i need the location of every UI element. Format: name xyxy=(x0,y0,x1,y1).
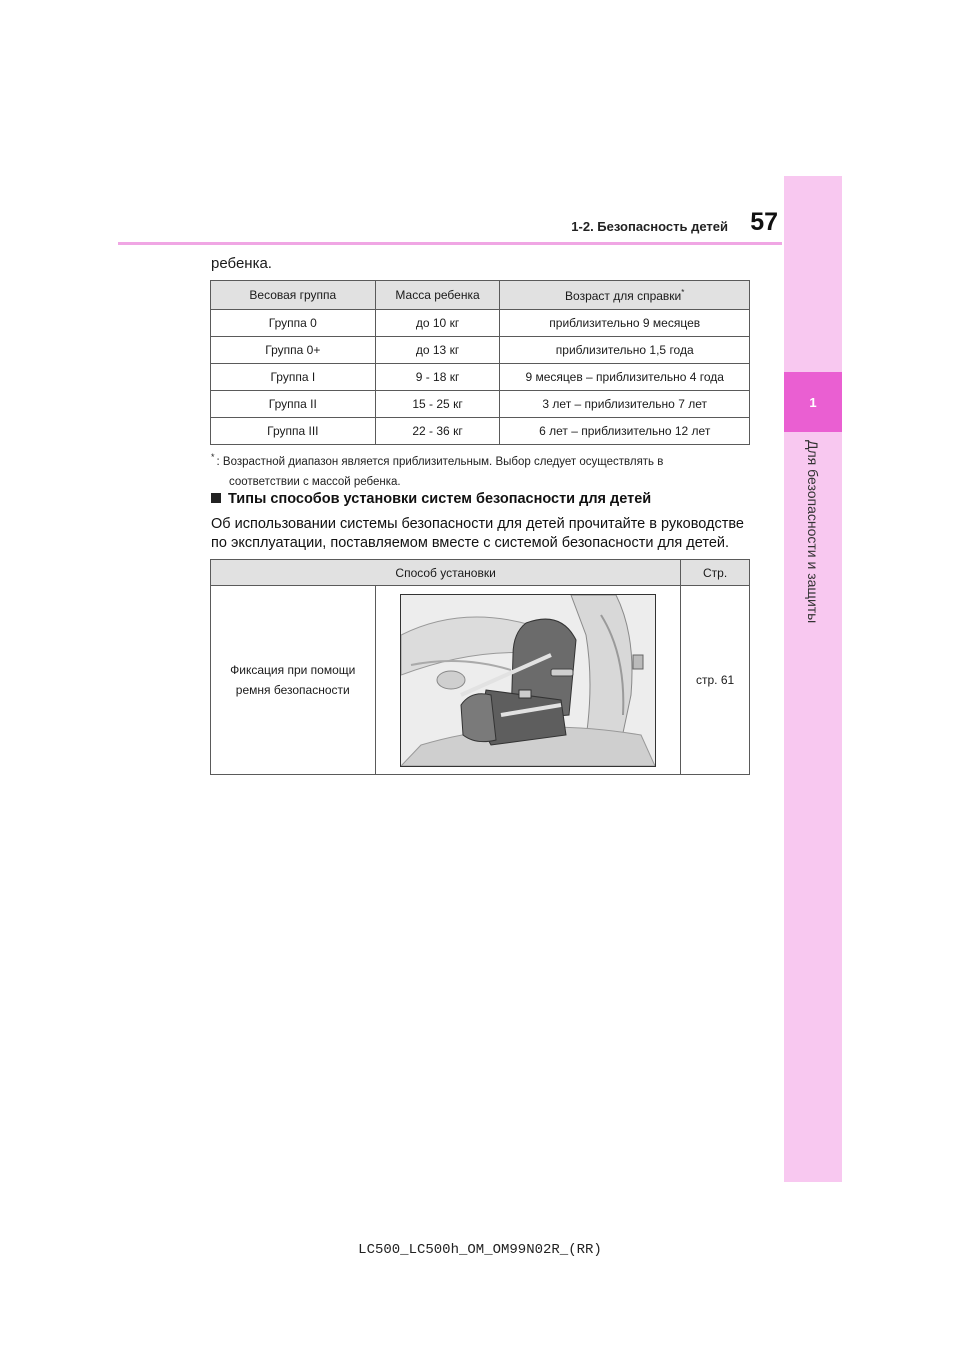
cell-mass: до 13 кг xyxy=(375,337,500,364)
table-header-row xyxy=(211,281,750,310)
table-row xyxy=(211,391,750,418)
table-row xyxy=(211,418,750,445)
chapter-label-text: Для безопасности и защиты xyxy=(805,440,821,624)
cell-group: Группа 0+ xyxy=(211,337,376,364)
header-page: Стр. xyxy=(681,560,750,586)
method-line-2: ремня безопасности xyxy=(235,683,350,697)
footnote xyxy=(211,447,751,492)
cell-illustration xyxy=(375,586,681,775)
footnote-line-2: соответствии с массой ребенка. xyxy=(229,475,401,488)
cell-mass: до 10 кг xyxy=(375,310,500,337)
cell-mass: 22 - 36 кг xyxy=(375,418,500,445)
child-seat-icon xyxy=(401,595,655,766)
weight-group-table xyxy=(210,280,750,445)
cell-group: Группа II xyxy=(211,391,376,418)
header-divider xyxy=(118,242,782,245)
header-age-text: Возраст для справки xyxy=(565,288,682,303)
cell-mass: 15 - 25 кг xyxy=(375,391,500,418)
cell-group: Группа I xyxy=(211,364,376,391)
cell-method xyxy=(211,586,376,775)
header-weight-group: Весовая группа xyxy=(211,281,376,310)
method-line-1: Фиксация при помощи xyxy=(230,663,356,677)
header-child-mass: Масса ребенка xyxy=(375,281,500,310)
cell-group: Группа III xyxy=(211,418,376,445)
intro-text: ребенка. xyxy=(211,255,272,272)
child-seat-illustration xyxy=(400,594,656,767)
cell-age: приблизительно 1,5 года xyxy=(500,337,750,364)
square-bullet-icon xyxy=(211,493,221,503)
cell-age: 3 лет – приблизительно 7 лет xyxy=(500,391,750,418)
footnote-line-1: : Возрастной диапазон является приблизительным. Выбор следует осуществлять в xyxy=(216,455,664,468)
table-row xyxy=(211,586,750,775)
cell-group: Группа 0 xyxy=(211,310,376,337)
table-row xyxy=(211,337,750,364)
chapter-label xyxy=(784,440,842,700)
header-age-reference xyxy=(500,281,750,310)
table-header-row xyxy=(211,560,750,586)
cell-mass: 9 - 18 кг xyxy=(375,364,500,391)
footnote-asterisk: * xyxy=(211,452,215,462)
cell-age: 9 месяцев – приблизительно 4 года xyxy=(500,364,750,391)
body-paragraph: Об использовании системы безопасности для детей прочитайте в руководстве по эксплуатации, поставляемом вместе с системой безопасности для детей. xyxy=(211,516,744,551)
header-install-method: Способ установки xyxy=(211,560,681,586)
table-row xyxy=(211,310,750,337)
subheading-text: Типы способов установки систем безопасности для детей xyxy=(228,491,652,507)
cell-page-ref[interactable]: стр. 61 xyxy=(681,586,750,775)
table-row xyxy=(211,364,750,391)
footer-doc-code: LC500_LC500h_OM_OM99N02R_(RR) xyxy=(358,1242,602,1258)
section-title: 1-2. Безопасность детей xyxy=(571,219,728,234)
cell-age: 6 лет – приблизительно 12 лет xyxy=(500,418,750,445)
chapter-tab[interactable]: 1 xyxy=(784,372,842,432)
cell-age: приблизительно 9 месяцев xyxy=(500,310,750,337)
footnote-mark: * xyxy=(681,287,685,297)
installation-method-table xyxy=(210,559,750,775)
subheading xyxy=(211,491,651,507)
page-number: 57 xyxy=(750,208,778,236)
